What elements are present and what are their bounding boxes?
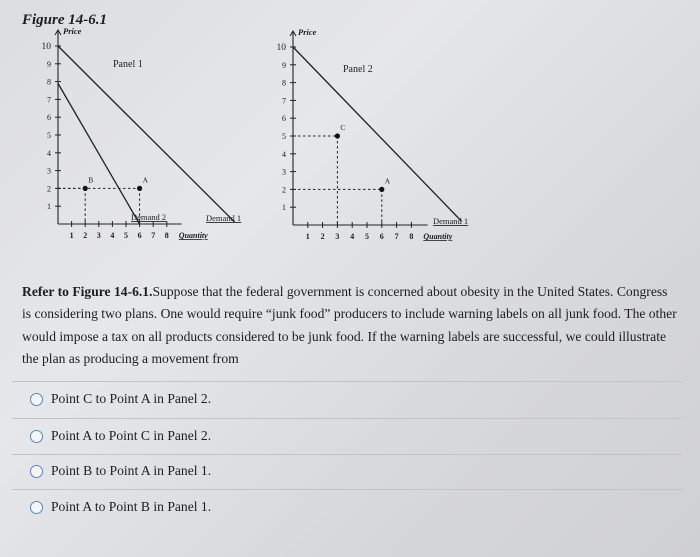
- divider: [12, 489, 682, 490]
- radio-button[interactable]: [30, 501, 43, 514]
- y-tick-label: 8: [47, 77, 51, 87]
- figure-title: Figure 14-6.1: [22, 12, 108, 28]
- x-tick-label: 8: [409, 232, 414, 241]
- y-tick-label: 10: [41, 42, 51, 52]
- question-body: Suppose that the federal government is concerned about obesity in the United States. Congress is considering two plans. One would require “junk food” producers to include warning labels on all junk food. The other would impose a tax on all products considered to be junk food. If the warning labels are successful, we could illustrate the plan as producing a movement from: [22, 284, 677, 366]
- divider: [12, 418, 682, 419]
- x-axis-label: Quantity: [178, 231, 208, 240]
- answer-option-label: Point B to Point A in Panel 1.: [51, 463, 212, 478]
- y-tick-label: 2: [47, 184, 51, 194]
- x-tick-label: 1: [69, 231, 74, 240]
- answer-option-label: Point C to Point A in Panel 2.: [51, 391, 212, 406]
- y-tick-label: 5: [47, 131, 51, 140]
- radio-button[interactable]: [30, 430, 43, 443]
- x-tick-label: 4: [110, 231, 115, 240]
- x-tick-label: 5: [365, 232, 369, 241]
- point-a-marker: [379, 187, 384, 192]
- y-tick-label: 6: [282, 114, 286, 124]
- y-tick-label: 10: [276, 43, 286, 53]
- divider: [12, 454, 682, 455]
- figure-panel-2: [0, 0, 700, 260]
- x-tick-label: 6: [379, 232, 384, 241]
- y-tick-label: 1: [47, 202, 51, 212]
- answer-option-1[interactable]: [30, 389, 211, 409]
- y-tick-label: 4: [47, 148, 51, 158]
- y-tick-label: 4: [282, 149, 286, 159]
- x-axis-label: Quantity: [423, 232, 453, 241]
- answer-option-2[interactable]: [30, 426, 211, 446]
- demand-curve-label: Demand 2: [131, 212, 167, 222]
- x-tick-label: 2: [320, 232, 325, 241]
- divider: [12, 381, 682, 382]
- y-tick-label: 8: [282, 78, 286, 88]
- x-tick-label: 5: [124, 231, 128, 240]
- radio-button[interactable]: [30, 393, 43, 406]
- x-tick-label: 7: [394, 232, 399, 241]
- radio-button[interactable]: [30, 465, 43, 478]
- y-axis-label: Price: [298, 26, 317, 37]
- y-tick-label: 6: [47, 113, 51, 123]
- panel-label: Panel 1: [113, 59, 143, 70]
- answer-option-label: Point A to Point B in Panel 1.: [51, 499, 212, 514]
- y-tick-label: 3: [47, 166, 51, 176]
- x-tick-label: 6: [137, 231, 142, 240]
- y-tick-label: 7: [282, 96, 286, 106]
- question-text: [22, 281, 677, 370]
- y-tick-label: 5: [282, 132, 286, 141]
- point-label: A: [384, 176, 391, 186]
- x-tick-label: 2: [83, 231, 88, 240]
- question-reference: Refer to Figure 14-6.1.: [22, 284, 153, 299]
- panel-label: Panel 2: [343, 64, 373, 75]
- y-tick-label: 7: [47, 95, 51, 105]
- y-tick-label: 3: [282, 167, 286, 177]
- x-tick-label: 4: [350, 232, 355, 241]
- point-label: C: [340, 123, 346, 132]
- x-tick-label: 7: [151, 231, 156, 240]
- y-tick-label: 9: [47, 59, 51, 69]
- x-tick-label: 3: [335, 232, 340, 241]
- answer-option-4[interactable]: [30, 497, 211, 517]
- demand-curve: [293, 47, 462, 221]
- y-tick-label: 9: [282, 60, 286, 70]
- y-tick-label: 1: [282, 203, 286, 213]
- point-c-marker: [335, 133, 340, 138]
- demand-curve-label: Demand 1: [433, 216, 469, 226]
- demand-curve-label: Demand 1: [206, 213, 242, 223]
- point-label: B: [88, 175, 94, 185]
- x-tick-label: 8: [164, 231, 169, 240]
- answer-option-label: Point A to Point C in Panel 2.: [51, 428, 212, 443]
- y-tick-label: 2: [282, 185, 286, 195]
- x-tick-label: 3: [96, 231, 101, 240]
- x-tick-label: 1: [305, 232, 310, 241]
- answer-option-3[interactable]: [30, 461, 211, 481]
- point-label: A: [142, 175, 149, 185]
- y-axis-label: Price: [63, 25, 82, 36]
